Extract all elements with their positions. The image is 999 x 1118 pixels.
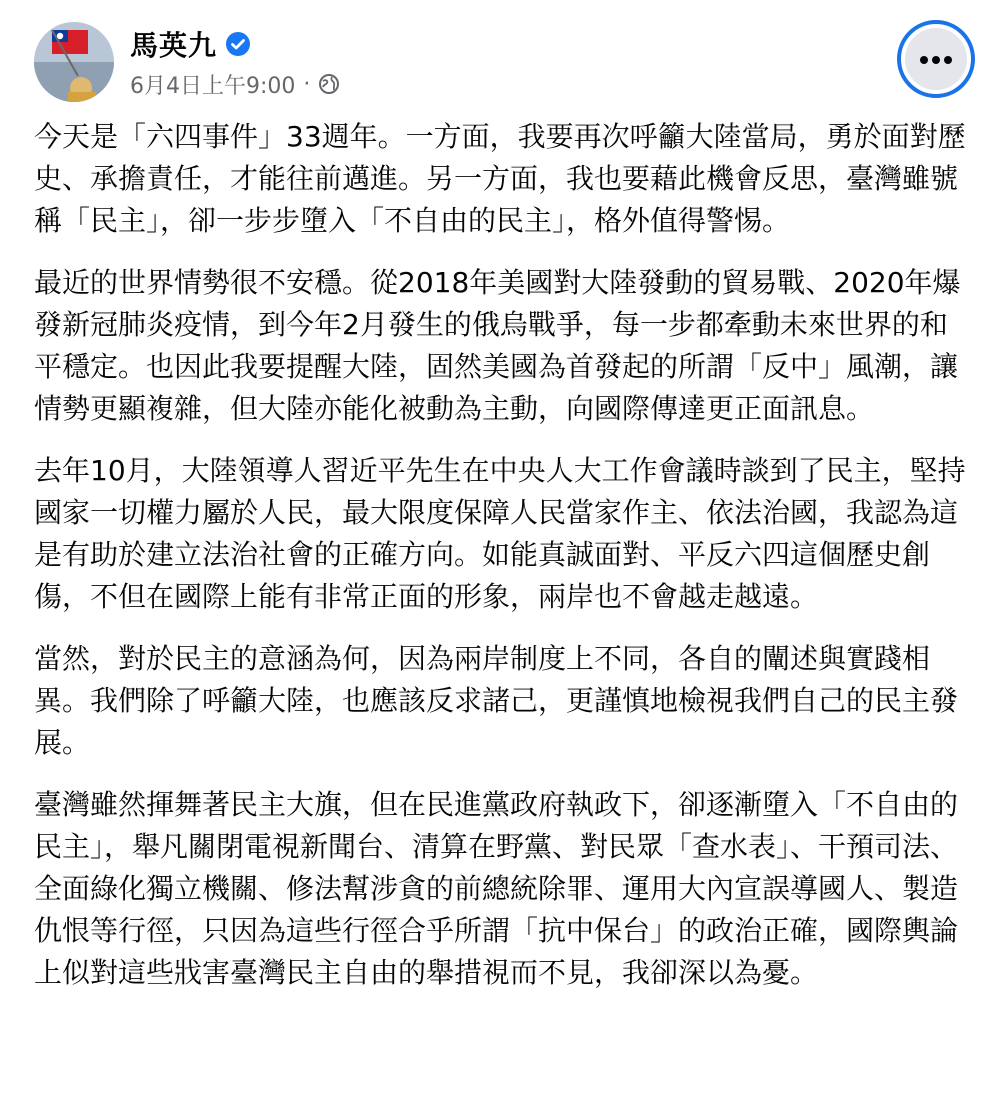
post-header (34, 20, 975, 104)
author-block (130, 24, 340, 102)
more-options-button[interactable] (897, 20, 975, 98)
more-options-inner (905, 28, 967, 90)
more-horizontal-icon (919, 50, 953, 69)
avatar-image (34, 22, 114, 102)
post-paragraph: 臺灣雖然揮舞著民主大旗，但在民進黨政府執政下，卻逐漸墮入「不自由的民主」，舉凡關閉電視新聞台、清算在野黨、對民眾「查水表」、干預司法、全面綠化獨立機關、修法幫涉貪的前總統除罪、運用大內宣誤導國人、製造仇恨等行徑，只因為這些行徑合乎所謂「抗中保台」的政治正確，國際輿論上似對這些戕害臺灣民主自由的舉措視而不見，我卻深以為憂。 (34, 788, 959, 989)
meta-separator: · (303, 71, 311, 97)
post-paragraph: 當然，對於民主的意涵為何，因為兩岸制度上不同，各自的闡述與實踐相異。我們除了呼籲大陸，也應該反求諸己，更謹慎地檢視我們自己的民主發展。 (34, 642, 959, 759)
post-paragraph: 最近的世界情勢很不安穩。從2018年美國對大陸發動的貿易戰、2020年爆發新冠肺炎疫情，到今年2月發生的俄烏戰爭，每一步都牽動未來世界的和平穩定。也因此我要提醒大陸，固然美國為首發起的所謂「反中」風潮，讓情勢更顯複雜，但大陸亦能化被動為主動，向國際傳達更正面訊息。 (34, 266, 961, 425)
author-name[interactable]: 馬英九 (130, 29, 218, 62)
post-paragraph: 今天是「六四事件」33週年。一方面，我要再次呼籲大陸當局，勇於面對歷史、承擔責任，才能往前邁進。另一方面，我也要藉此機會反思，臺灣雖號稱「民主」，卻一步步墮入「不自由的民主」，格外值得警惕。 (34, 120, 966, 237)
globe-icon[interactable] (318, 73, 340, 95)
post-timestamp[interactable]: 6月4日上午9:00 (130, 73, 296, 99)
name-row (130, 24, 340, 64)
post-meta (130, 66, 340, 102)
avatar[interactable] (34, 22, 114, 102)
post-paragraph: 去年10月，大陸領導人習近平先生在中央人大工作會議時談到了民主，堅持國家一切權力屬於人民，最大限度保障人民當家作主、依法治國，我認為這是有助於建立法治社會的正確方向。如能真誠面對、平反六四這個歷史創傷，不但在國際上能有非常正面的形象，兩岸也不會越走越遠。 (34, 454, 966, 613)
verified-badge-icon (225, 31, 251, 57)
post-content (34, 116, 969, 994)
